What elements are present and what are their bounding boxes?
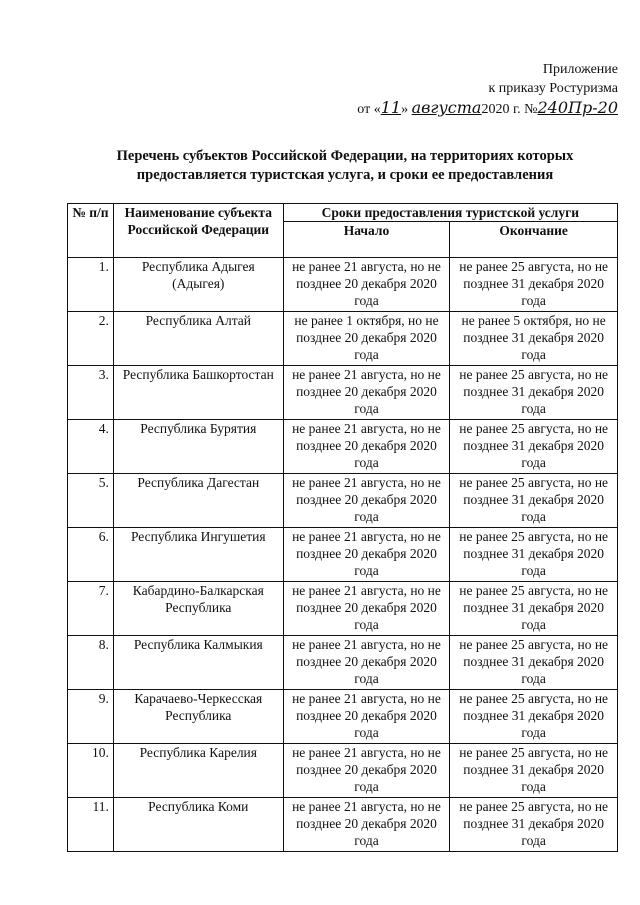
row-region-name: Республика Бурятия <box>113 420 283 474</box>
row-num: 1. <box>68 258 114 312</box>
row-start-date: не ранее 21 августа, но не позднее 20 декабря 2020 года <box>283 798 450 852</box>
table-row <box>68 420 618 474</box>
row-num: 5. <box>68 474 114 528</box>
row-end-date: не ранее 25 августа, но не позднее 31 декабря 2020 года <box>450 420 618 474</box>
row-start-date: не ранее 21 августа, но не позднее 20 декабря 2020 года <box>283 636 450 690</box>
row-start-date: не ранее 21 августа, но не позднее 20 декабря 2020 года <box>283 744 450 798</box>
table-row <box>68 366 618 420</box>
row-num: 4. <box>68 420 114 474</box>
row-start-date: не ранее 21 августа, но не позднее 20 декабря 2020 года <box>283 528 450 582</box>
table-row <box>68 798 618 852</box>
row-num: 10. <box>68 744 114 798</box>
row-num: 3. <box>68 366 114 420</box>
handwritten-order-number: 240Пр-20 <box>537 98 618 117</box>
row-region-name: Республика Дагестан <box>113 474 283 528</box>
table-row <box>68 744 618 798</box>
header-period: Сроки предоставления туристской услуги <box>283 204 617 222</box>
regions-table <box>67 203 618 852</box>
table-row <box>68 474 618 528</box>
row-num: 11. <box>68 798 114 852</box>
header-name: Наименование субъекта Российской Федерации <box>113 204 283 258</box>
title-line-2: предоставляется туристская услуга, и сроки ее предоставления <box>136 167 554 183</box>
handwritten-day: 11 <box>380 98 402 117</box>
table-row <box>68 582 618 636</box>
date-mid: » <box>401 102 409 117</box>
date-year: 2020 г. № <box>481 102 538 117</box>
row-start-date: не ранее 21 августа, но не позднее 20 декабря 2020 года <box>283 258 450 312</box>
row-end-date: не ранее 25 августа, но не позднее 31 декабря 2020 года <box>450 366 618 420</box>
row-end-date: не ранее 25 августа, но не позднее 31 декабря 2020 года <box>450 258 618 312</box>
row-region-name: Карачаево-Черкесская Республика <box>113 690 283 744</box>
row-end-date: не ранее 25 августа, но не позднее 31 декабря 2020 года <box>450 744 618 798</box>
table-row <box>68 258 618 312</box>
row-region-name: Республика Калмыкия <box>113 636 283 690</box>
row-end-date: не ранее 5 октября, но не позднее 31 декабря 2020 года <box>450 312 618 366</box>
table-row <box>68 528 618 582</box>
row-end-date: не ранее 25 августа, но не позднее 31 декабря 2020 года <box>450 636 618 690</box>
row-region-name: Республика Коми <box>113 798 283 852</box>
row-region-name: Кабардино-Балкарская Республика <box>113 582 283 636</box>
row-num: 9. <box>68 690 114 744</box>
row-start-date: не ранее 21 августа, но не позднее 20 декабря 2020 года <box>283 366 450 420</box>
date-prefix: от « <box>357 102 381 117</box>
appendix-title: Приложение <box>542 62 618 77</box>
header-num: № п/п <box>68 204 114 258</box>
row-region-name: Республика Алтай <box>113 312 283 366</box>
row-num: 6. <box>68 528 114 582</box>
row-start-date: не ранее 21 августа, но не позднее 20 декабря 2020 года <box>283 582 450 636</box>
table-row <box>68 636 618 690</box>
row-end-date: не ранее 25 августа, но не позднее 31 декабря 2020 года <box>450 474 618 528</box>
appendix-block <box>357 60 618 119</box>
table-row <box>68 312 618 366</box>
appendix-order-ref: к приказу Ростуризма <box>488 81 618 96</box>
row-end-date: не ранее 25 августа, но не позднее 31 декабря 2020 года <box>450 798 618 852</box>
row-end-date: не ранее 25 августа, но не позднее 31 декабря 2020 года <box>450 528 618 582</box>
appendix-date-line <box>357 98 618 119</box>
row-region-name: Республика Башкортостан <box>113 366 283 420</box>
row-num: 7. <box>68 582 114 636</box>
row-start-date: не ранее 21 августа, но не позднее 20 декабря 2020 года <box>283 420 450 474</box>
row-region-name: Республика Адыгея (Адыгея) <box>113 258 283 312</box>
header-start: Начало <box>283 222 450 258</box>
row-end-date: не ранее 25 августа, но не позднее 31 декабря 2020 года <box>450 690 618 744</box>
row-region-name: Республика Ингушетия <box>113 528 283 582</box>
row-start-date: не ранее 1 октября, но не позднее 20 декабря 2020 года <box>283 312 450 366</box>
title-line-1: Перечень субъектов Российской Федерации, на территориях которых <box>116 148 574 164</box>
header-end: Окончание <box>450 222 618 258</box>
row-end-date: не ранее 25 августа, но не позднее 31 декабря 2020 года <box>450 582 618 636</box>
table-header-row <box>68 204 618 222</box>
table-row <box>68 690 618 744</box>
row-region-name: Республика Карелия <box>113 744 283 798</box>
handwritten-month: августа <box>411 98 482 117</box>
row-start-date: не ранее 21 августа, но не позднее 20 декабря 2020 года <box>283 474 450 528</box>
row-num: 8. <box>68 636 114 690</box>
document-title <box>60 147 630 185</box>
row-num: 2. <box>68 312 114 366</box>
row-start-date: не ранее 21 августа, но не позднее 20 декабря 2020 года <box>283 690 450 744</box>
